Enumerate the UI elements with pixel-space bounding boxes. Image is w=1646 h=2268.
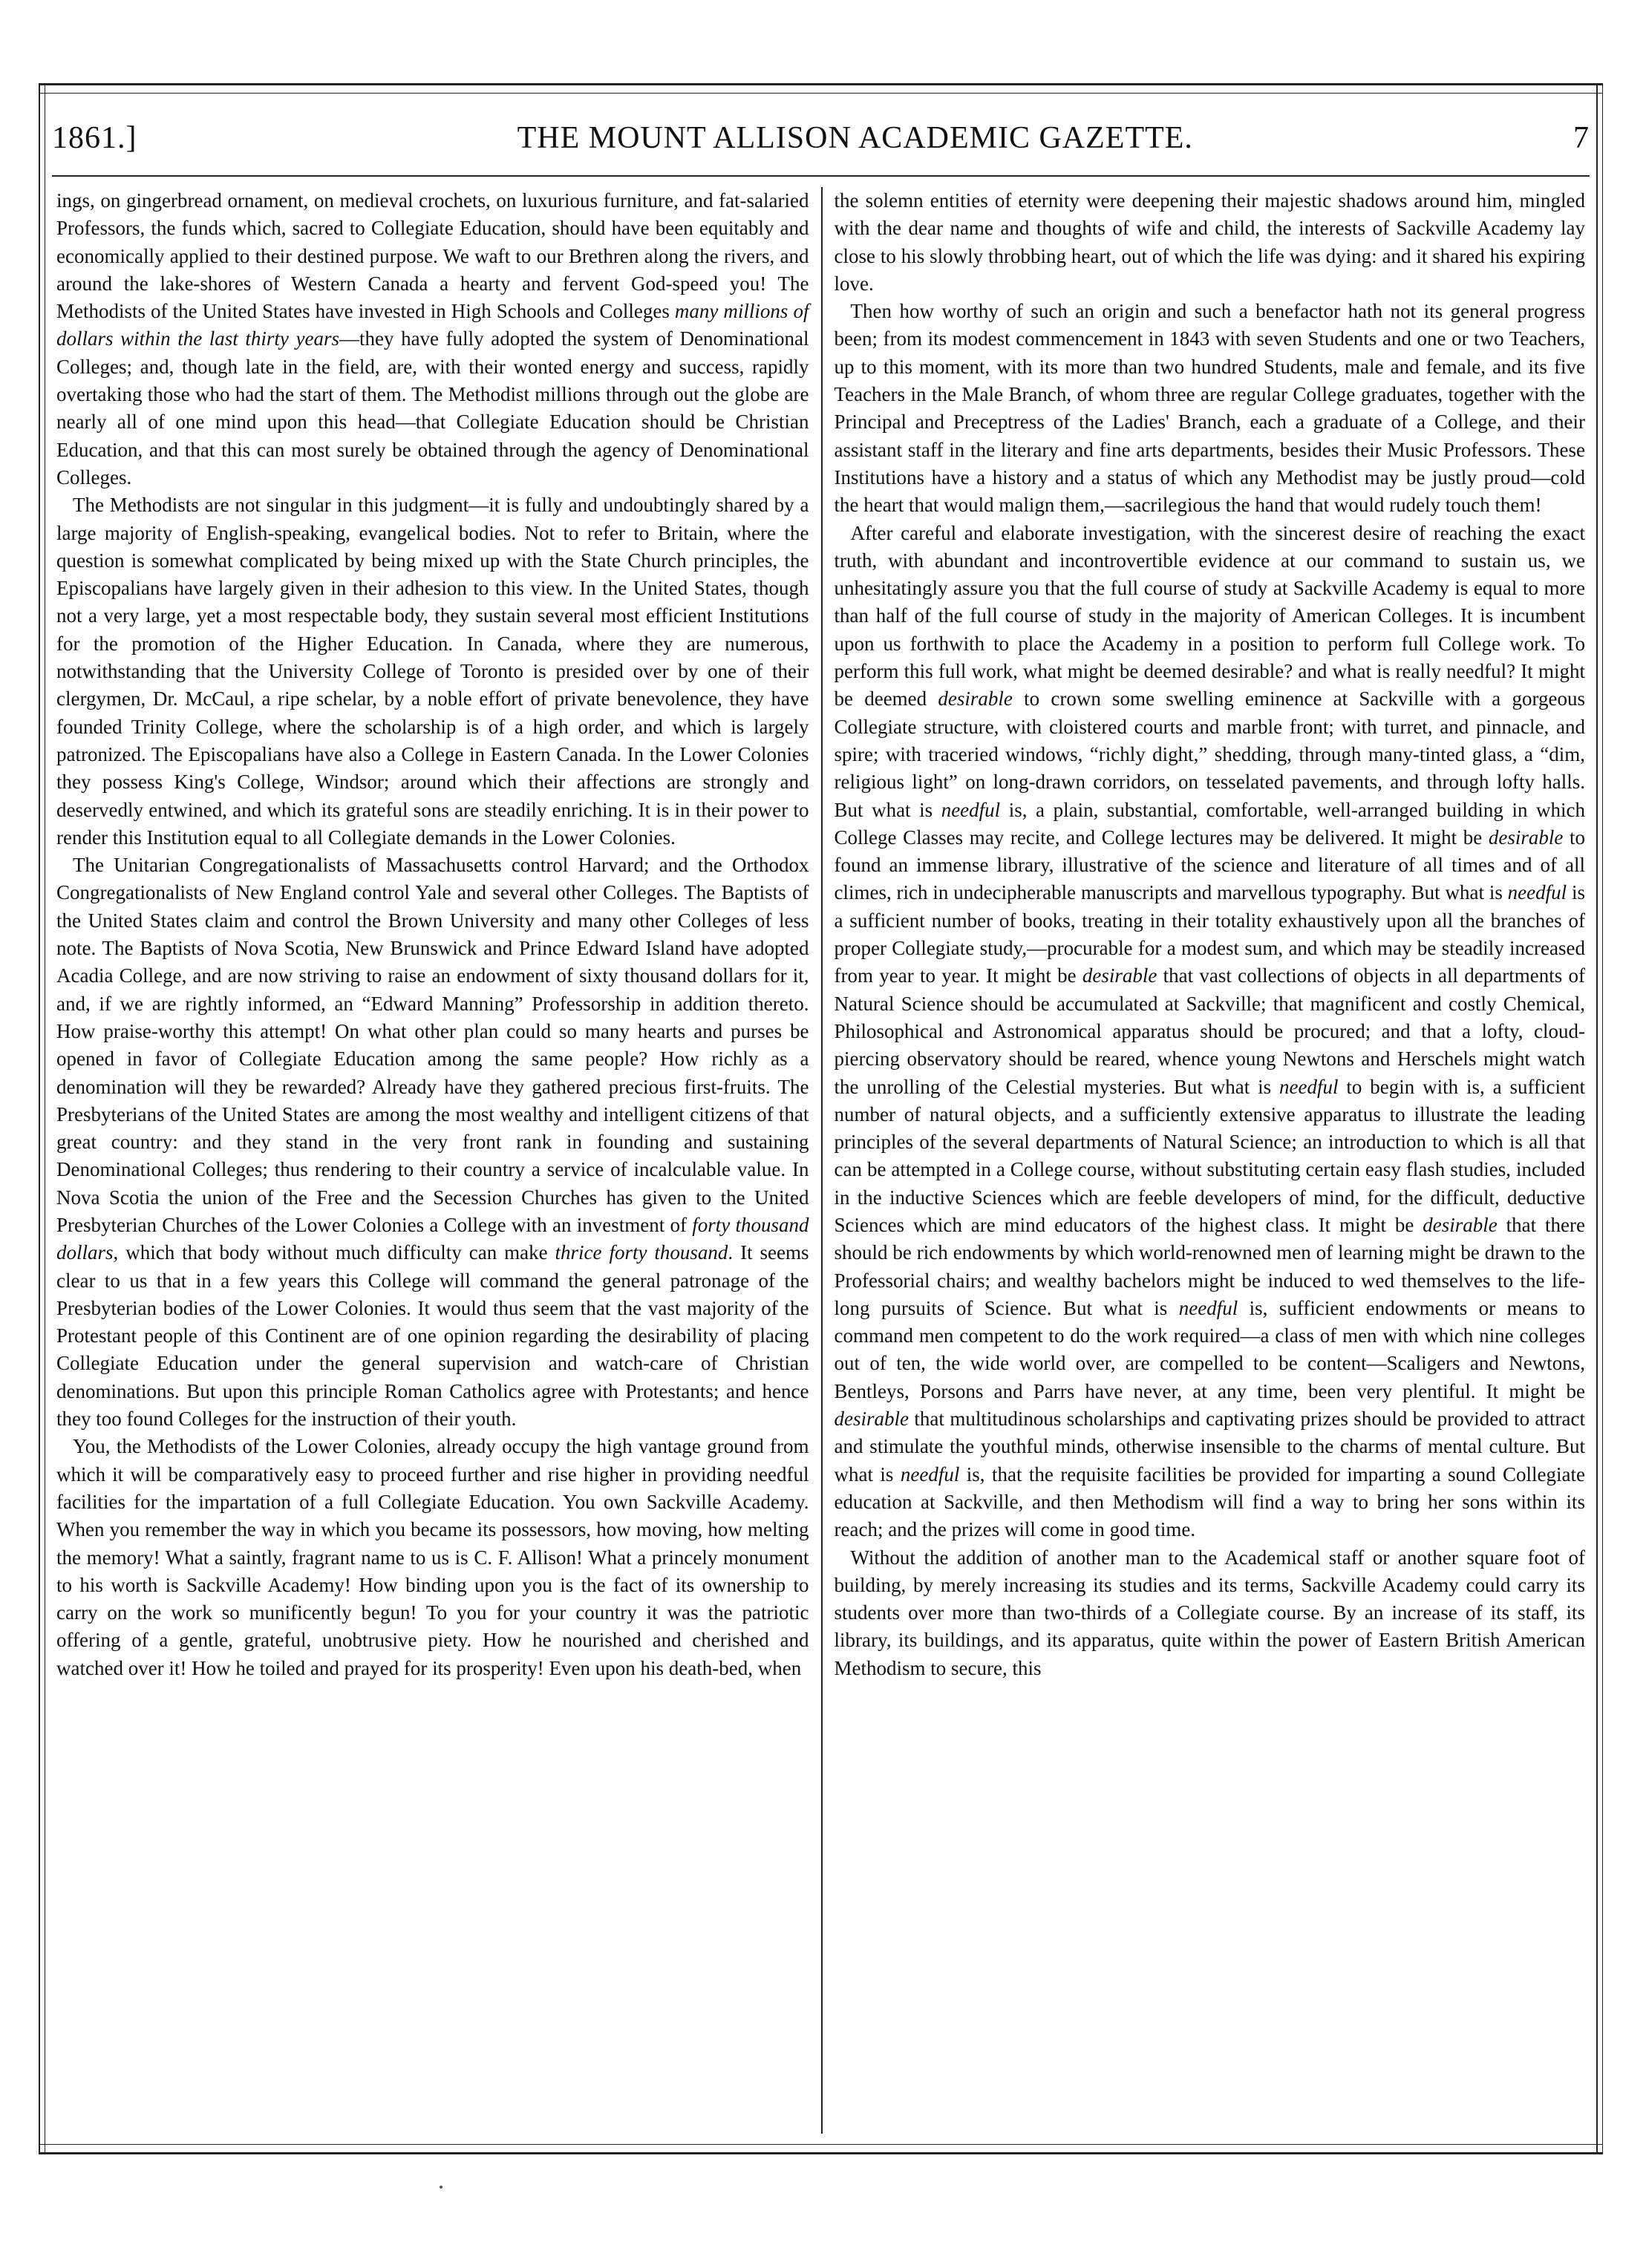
paragraph	[56, 1433, 809, 1682]
text-run: that there should be rich endowments by which world-renowned men of learning might be drawn to the Professorial chairs; and wealthy bachelors might be induced to wed themselves to the life-long pursuits of Science. But what is	[834, 1213, 1585, 1319]
issue-date: 1861.]	[52, 121, 137, 155]
text-run: to crown some swelling eminence at Sackville with a gorgeous Collegiate structure, with cloistered courts and marble front; with turret, and pinnacle, and spire; with traceried windows, “richly dight,” shedding, through many-tinted glass, a “dim, religious light” on long-drawn corridors, on tesselated pavements, and through lofty halls. But what is	[834, 687, 1585, 821]
page-number: 7	[1573, 121, 1590, 155]
border-bottom	[39, 2144, 1603, 2154]
italic-text: needful	[900, 1463, 960, 1486]
text-run: is, a plain, substantial, comfortable, well-arranged building in which College Classes may recite, and College lectures may be delivered. It might be	[834, 798, 1585, 849]
paragraph	[835, 298, 1586, 519]
article-columns	[56, 187, 1585, 2134]
italic-text: desirable	[938, 687, 1013, 710]
text-run: that multitudinous scholarships and captivating prizes should be provided to attract and stimulate the youthful minds, otherwise insensible to the charms of mental culture. But what is	[834, 1408, 1585, 1486]
header-rule	[52, 175, 1590, 177]
text-run: After careful and elaborate investigation, with the sincerest desire of reaching the exact truth, with abundant and incontrovertible evidence at our command to sustain us, we unhesitatingly assure you that the full course of study at Sackville Academy is equal to more than half of the full course of study in the majority of American Colleges. It is incumbent upon us forthwith to place the Academy in a position to perform full College work. To perform this full work, what might be deemed desirable? and what is really needful? It might be deemed	[834, 521, 1585, 710]
text-run: Then how worthy of such an origin and such a benefactor hath not its general progress been; from its modest commencement in 1843 with seven Students and one or two Teachers, up to this moment, with its more than two hundred Students, male and female, and its five Teachers in the Male Branch, of whom three are regular College graduates, together with the Principal and Preceptress of the Ladies' Branch, each a graduate of a College, and their assistant staff in the literary and fine arts departments, besides their Music Professors. These Institutions have a history and a status of which any Methodist may be justly proud—cold the heart that would malign them,—sacrilegious the hand that would rudely touch them!	[834, 300, 1585, 517]
text-run: is, sufficient endowments or means to command men competent to do the work required—a class of men with which nine colleges out of ten, the wide world over, are compelled to be content—Scaligers and Newtons, Bentleys, Porsons and Parrs have never, at any time, been very plentiful. It might be	[834, 1296, 1585, 1402]
speck-mark	[440, 2186, 442, 2189]
italic-text: needful	[1279, 1075, 1339, 1098]
paragraph	[835, 520, 1586, 1544]
text-run: to found an immense library, illustrative of the science and literature of all times and of all climes, rich in undecipherable manuscripts and marvellous typography. But what is	[834, 826, 1585, 904]
text-run: The Unitarian Congregationalists of Massachusetts control Harvard; and the Orthodox Congregationalists of New England control Yale and several other Colleges. The Baptists of the United States claim and control the Brown University and many other Colleges of less note. The Baptists of Nova Scotia, New Brunswick and Prince Edward Island have adopted Acadia College, and are now striving to raise an endowment of sixty thousand dollars for it, and, if we are rightly informed, an “Edward Manning” Professorship in addition thereto. How praise-worthy this attempt! On what other plan could so many hearts and purses be opened in favor of Collegiate Education among the same people? How richly as a denomination will they be rewarded? Already have they gathered precious first-fruits. The Presbyterians of the United States are among the most wealthy and intelligent citizens of that great country: and they stand in the very front rank in founding and sustaining Denominational Colleges; thus rendering to their country a service of incalculable value. In Nova Scotia the union of the Free and the Secession Churches has given to the United Presbyterian Churches of the Lower Colonies a College with an investment of	[56, 854, 809, 1236]
paragraph	[835, 1544, 1586, 1682]
paragraph	[56, 491, 809, 852]
text-run: to begin with is, a sufficient number of natural objects, and a sufficiently extensive apparatus to illustrate the leading principles of the several departments of Natural Science; an introduction to which is all that can be attempted in a College course, without substituting certain easy flash studies, included in the inductive Sciences which are feeble developers of mind, for the difficult, deductive Sciences which are mind educators of the highest class. It might be	[834, 1075, 1585, 1236]
paragraph	[56, 852, 809, 1433]
border-top	[39, 83, 1603, 94]
text-run: You, the Methodists of the Lower Colonies, already occupy the high vantage ground from which it will be comparatively easy to proceed further and rise higher in providing needful facilities for the impartation of a full Collegiate Education. You own Sackville Academy. When you remember the way in which you became its possessors, how moving, how melting the memory! What a saintly, fragrant name to us is C. F. Allison! What a princely monument to his worth is Sackville Academy! How binding upon you is the fact of its ownership to carry on the work so munificently begun! To you for your country it was the patriotic offering of a gentle, grateful, unobtrusive piety. How he nourished and cherished and watched over it! How he toiled and prayed for its prosperity! Even upon his death-bed, when	[56, 1435, 809, 1679]
italic-text: needful	[941, 798, 1001, 821]
italic-text: needful	[1178, 1296, 1238, 1319]
italic-text: forty thousand dollars	[56, 1213, 809, 1264]
gazette-page	[39, 83, 1603, 2154]
paragraph	[835, 187, 1586, 298]
italic-text: desirable	[1423, 1213, 1498, 1236]
border-right	[1596, 83, 1603, 2154]
text-run: . It seems clear to us that in a few years this College will command the general patronage of the Presbyterian bodies of the Lower Colonies. It would thus seem that the vast majority of the Protestant people of this Continent are of one opinion regarding the desirability of placing Collegiate Education under the general supervision and watch-care of Christian denominations. But upon this principle Roman Catholics agree with Protestants; and hence they too found Colleges for the instruction of their youth.	[56, 1241, 809, 1431]
paragraph	[56, 187, 809, 491]
italic-text: many millions of dollars within the last thirty years	[56, 300, 809, 350]
running-header	[52, 108, 1590, 168]
right-column	[821, 187, 1586, 2134]
text-run: Without the addition of another man to the Academical staff or another square foot of building, by merely increasing its studies and its terms, Sackville Academy could carry its students over more than two-thirds of a Collegiate course. By an increase of its staff, its library, its buildings, and its apparatus, quite within the power of Eastern British American Methodism to secure, this	[834, 1546, 1585, 1679]
italic-text: desirable	[1082, 964, 1157, 987]
text-run: The Methodists are not singular in this judgment—it is fully and undoubtingly shared by a large majority of English-speaking, evangelical bodies. Not to refer to Britain, where the question is somewhat complicated by being mixed up with the State Church principles, the Episcopalians have largely given in their adhesion to this view. In the United States, though not a very large, yet a most respectable body, they sustain several most efficient Institutions for the promotion of the Higher Education. In Canada, where they are numerous, notwithstanding that the University College of Toronto is presided over by one of their clergymen, Dr. McCaul, a ripe schelar, by a noble effort of private benevolence, they have founded Trinity College, where the scholarship is of a high order, and which is largely patronized. The Episcopalians have also a College in Eastern Canada. In the Lower Colonies they possess King's College, Windsor; around which their affections are strongly and deservedly entwined, and which its grateful sons are steadily enriching. It is in their power to render this Institution equal to all Collegiate demands in the Lower Colonies.	[56, 494, 809, 849]
publication-title: THE MOUNT ALLISON ACADEMIC GAZETTE.	[517, 121, 1193, 155]
text-run: is, that the requisite facilities be provided for imparting a sound Collegiate education at Sackville, and then Methodism will find a way to bring her sons within its reach; and the prizes will come in good time.	[834, 1463, 1585, 1541]
text-run: the solemn entities of eternity were deepening their majestic shadows around him, mingled with the dear name and thoughts of wife and child, the interests of Sackville Academy lay close to his slowly throbbing heart, out of which the life was dying: and it shared his expiring love.	[834, 189, 1585, 295]
text-run: —they have fully adopted the system of Denominational Colleges; and, though late in the field, are, with their wonted energy and success, rapidly overtaking those who had the start of them. The Methodist millions through out the globe are nearly all of one mind upon this head—that Collegiate Education should be Christian Education, and that this can most surely be obtained through the agency of Denominational Colleges.	[56, 327, 809, 488]
italic-text: needful	[1507, 881, 1567, 904]
text-run: , which that body without much difficulty can make	[113, 1241, 555, 1264]
italic-text: thrice forty thousand	[555, 1241, 728, 1264]
text-run: that vast collections of objects in all departments of Natural Science should be accumulated at Sackville; that magnificent and costly Chemical, Philosophical and Astronomical apparatus should be procured; and that a lofty, cloud-piercing observatory should be reared, whence young Newtons and Herschels might watch the unrolling of the Celestial mysteries. But what is	[834, 964, 1585, 1098]
text-run: is a sufficient number of books, treating in their totality exhaustively upon all the branches of proper Collegiate study,—procurable for a modest sum, and which may be steadily increased from year to year. It might be	[834, 881, 1585, 987]
italic-text: desirable	[834, 1408, 909, 1431]
text-run: ings, on gingerbread ornament, on medieval crochets, on luxurious furniture, and fat-salaried Professors, the funds which, sacred to Collegiate Education, should have been equitably and economically applied to their destined purpose. We waft to our Brethren along the rivers, and around the lake-shores of Western Canada a hearty and fervent God-speed you! The Methodists of the United States have invested in High Schools and Colleges	[56, 189, 809, 323]
italic-text: desirable	[1488, 826, 1564, 849]
border-left	[39, 83, 45, 2154]
left-column	[56, 187, 821, 2134]
